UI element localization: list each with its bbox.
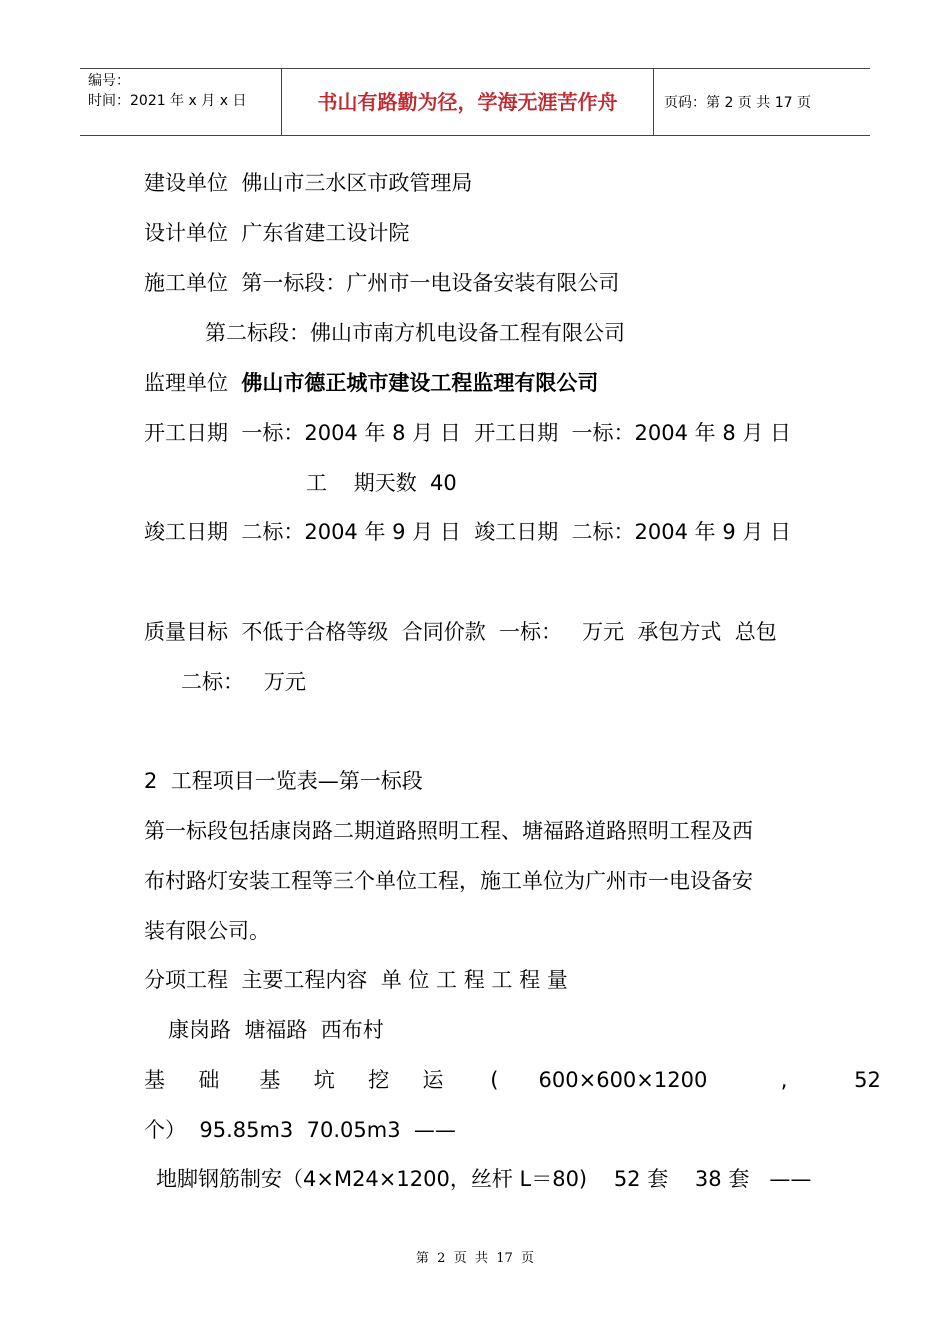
foundation-quantity-line: 个） 95.85m3 70.05m3 —— xyxy=(144,1118,456,1142)
duration-line: 工 期天数 40 xyxy=(306,471,457,495)
paragraph-line-1: 第一标段包括康岗路二期道路照明工程、塘福路道路照明工程及西 xyxy=(144,819,753,843)
paragraph-line-3: 装有限公司。 xyxy=(144,919,270,943)
builder-unit-line-2: 第二标段：佛山市南方机电设备工程有限公司 xyxy=(205,321,625,345)
header-page-number: 页码：第 2 页 共 17 页 xyxy=(664,95,811,111)
anchor-bolt-line: 地脚钢筋制安（4×M24×1200，丝杆 L＝80) 52 套 38 套 —— xyxy=(156,1167,812,1191)
table-roads-line: 康岗路 塘福路 西布村 xyxy=(168,1018,384,1042)
supervisor-company: 佛山市德正城市建设工程监理有限公司 xyxy=(241,371,599,395)
start-date-line: 开工日期 一标：2004 年 8 月 日 开工日期 一标：2004 年 8 月 日 xyxy=(144,421,792,445)
supervisor-unit-line xyxy=(144,369,598,397)
foundation-line: 基 础 基 坑 挖 运 ( 600×600×1200 , 52 xyxy=(144,1068,881,1092)
document-time-label: 时间：2021 年 x 月 x 日 xyxy=(88,93,247,109)
quality-target-line: 质量目标 不低于合格等级 合同价款 一标： 万元 承包方式 总包 xyxy=(144,620,777,644)
builder-unit-line: 施工单位 第一标段：广州市一电设备安装有限公司 xyxy=(144,271,620,295)
page-header xyxy=(80,68,870,136)
section-heading: 2 工程项目一览表—第一标段 xyxy=(144,769,423,793)
header-motto: 书山有路勤为径，学海无涯苦作舟 xyxy=(282,69,654,135)
contract-price-line-2: 二标： 万元 xyxy=(181,670,307,694)
completion-date-line: 竣工日期 二标：2004 年 9 月 日 竣工日期 二标：2004 年 9 月 日 xyxy=(144,520,792,544)
page-footer: 第 2 页 共 17 页 xyxy=(415,1251,535,1266)
table-header-line: 分项工程 主要工程内容 单 位 工 程 工 程 量 xyxy=(144,968,568,992)
document-number-label: 编号： xyxy=(88,73,130,89)
header-meta xyxy=(80,69,282,135)
construction-unit-line: 建设单位 佛山市三水区市政管理局 xyxy=(144,171,473,195)
paragraph-line-2: 布村路灯安装工程等三个单位工程，施工单位为广州市一电设备安 xyxy=(144,869,753,893)
supervisor-label: 监理单位 xyxy=(144,371,242,395)
design-unit-line: 设计单位 广东省建工设计院 xyxy=(144,221,410,245)
